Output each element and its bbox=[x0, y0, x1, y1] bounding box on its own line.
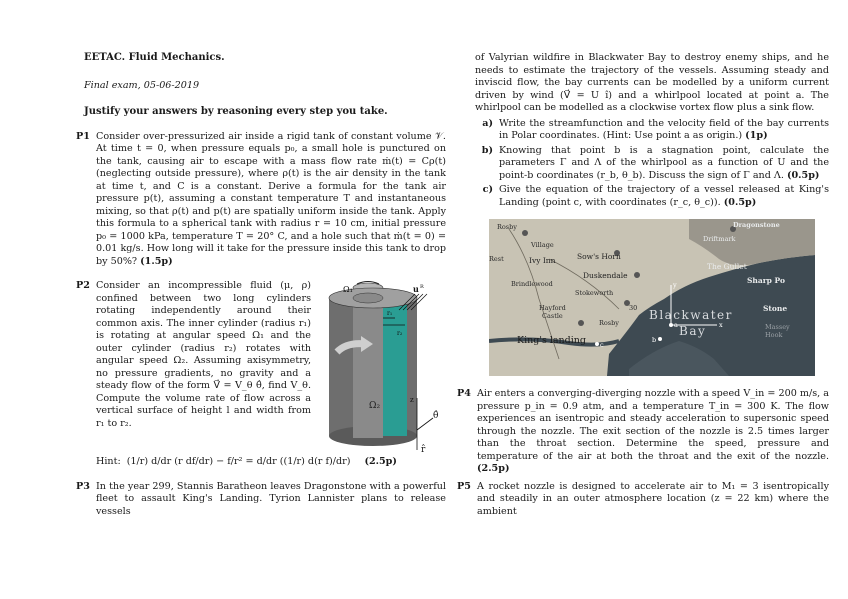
left-column bbox=[76, 52, 446, 518]
problem-number: P2 bbox=[76, 280, 90, 291]
cylinders-diagram bbox=[317, 280, 447, 455]
label-bay: Bay bbox=[679, 324, 707, 338]
hint-line bbox=[96, 456, 447, 469]
theta-label: θ̂ bbox=[433, 411, 439, 421]
problem-3-item-b bbox=[475, 145, 829, 183]
problem-points: (2.5p) bbox=[477, 463, 510, 474]
label-point-b: b bbox=[652, 336, 657, 344]
problem-text: In the year 299, Stannis Baratheon leaves Dragonstone with a powerful fleet to assault King's Landing. Tyrion Lannister plans to release vessels bbox=[96, 480, 446, 517]
castle-icon bbox=[522, 230, 528, 236]
problem-3-item-c bbox=[475, 184, 829, 209]
problem-number: P5 bbox=[457, 480, 471, 492]
exam-instructions: Justify your answers by reasoning every step you take. bbox=[84, 106, 388, 117]
problem-text: Consider an incompressible fluid (μ, ρ) confined between two long cylinders rotating independently around their common axis. The inner cylinder (radius r₁) is rotating at angular speed Ω₁ and the outer cylinder (radius r₂) rotates with angular speed Ω₂. Assuming axisymmetry, no pressure gradients, no gravity and a steady flow of the form V⃗ = V_θ θ̂, find V_θ. Compute the volume rate of flow across a vertical surface of height l and width from r₁ to r₂. bbox=[96, 280, 311, 429]
item-points: (0.5p) bbox=[786, 169, 820, 181]
label-point-a: a bbox=[674, 321, 678, 329]
r-hat-label: r̂ bbox=[421, 445, 426, 455]
point-b-marker bbox=[658, 337, 662, 341]
problem-number: P1 bbox=[76, 130, 90, 142]
label-rosby-north: Rosby bbox=[497, 223, 517, 231]
point-a-marker bbox=[669, 323, 673, 327]
label-stokeworth: Stokeworth bbox=[575, 289, 614, 297]
label-blackwater: Blackwater bbox=[649, 308, 733, 322]
item-points: (0.5p) bbox=[723, 196, 757, 208]
problem-number: P3 bbox=[76, 480, 90, 492]
label-point-c: c bbox=[600, 341, 604, 349]
item-letter: c) bbox=[482, 184, 493, 195]
blackwater-bay-map bbox=[489, 219, 815, 376]
label-brindlewood: Brindlewood bbox=[511, 280, 553, 288]
castle-icon bbox=[634, 272, 640, 278]
right-column bbox=[457, 52, 829, 518]
inner-cylinder bbox=[353, 288, 383, 438]
label-rest: Rest bbox=[489, 255, 504, 263]
label-massey-hook: Massey Hook bbox=[765, 323, 790, 339]
omega2-label: Ω₂ bbox=[369, 401, 381, 411]
item-letter: a) bbox=[482, 117, 493, 129]
label-kings-landing: King's landing bbox=[517, 335, 586, 346]
hint-label: Hint: bbox=[96, 456, 121, 467]
omega1-label: Ω₁ bbox=[343, 285, 353, 294]
item-points: (1p) bbox=[745, 130, 768, 141]
problem-text: Consider over-pressurized air inside a rigid tank of constant volume 𝒱. At time t = 0, when pressure equals p₀, a small hole is punctured on the tank, causing air to escape with a mass flow rate ṁ(t) = Cρ(t) (neglecting outside pressure), where ρ(t) is the air density in the tank at time t, and C is a constant. Derive a formula for the tank air pressure p(t), assuming a constant temperature T and instantaneous mixing, so that ρ(t) and p(t) are spatially uniform inside the tank. Apply this formula to a spherical tank with radius r = 10 cm, initial pressure p₀ = 1000 kPa, temperature T = 20° C, and a hole such that ṁ(t = 0) = 0.01 kg/s. How long will it take for the pressure inside this tank to drop by 50%? bbox=[96, 130, 446, 267]
problem-3-item-a bbox=[475, 118, 829, 143]
label-hayford-castle: Hayford Castle bbox=[539, 304, 566, 320]
label-sharp-point: Sharp Po bbox=[747, 276, 785, 285]
label-duskendale: Duskendale bbox=[583, 271, 628, 280]
velocity-superscript: R bbox=[420, 284, 424, 290]
fluid-section bbox=[379, 298, 407, 436]
point-c-marker bbox=[595, 342, 599, 346]
theta-axis bbox=[417, 418, 433, 430]
problem-3-continued: of Valyrian wildfire in Blackwater Bay to destroy enemy ships, and he needs to estimate the trajectory of the vessels. Assuming steady and inviscid flow, the bay currents can be modelled by a uniform current driven by wind (V⃗ = U î) and a whirlpool located at point a. The whirlpool can be modelled as a clockwise vortex flow plus a sink flow. bbox=[475, 52, 829, 113]
label-sows-horn: Sow's Horn bbox=[577, 252, 621, 261]
problem-number: P4 bbox=[457, 388, 471, 399]
problem-5 bbox=[457, 481, 829, 519]
problem-3 bbox=[76, 481, 446, 519]
problem-points: (2.5p) bbox=[364, 456, 397, 467]
item-text: Give the equation of the trajectory of a vessel released at King's Landing (point c, with coordinates (r_c, θ_c)). bbox=[499, 184, 829, 208]
velocity-label: u bbox=[413, 284, 419, 294]
castle-icon bbox=[578, 320, 584, 326]
exam-date: Final exam, 05-06-2019 bbox=[84, 79, 200, 91]
label-stonedance: Stone bbox=[763, 304, 788, 313]
item-text: Knowing that point b is a stagnation point, calculate the parameters Γ and Λ of the whirlpool as a function of U and the point-b coordinates (r_b, θ_b). Discuss the sign of Γ and Λ. bbox=[499, 144, 829, 181]
hint-equation: (1/r) d/dr (r df/dr) − f/r² = d/dr ((1/r) d(r f)/dr) bbox=[126, 456, 351, 467]
label-rosby: Rosby bbox=[599, 319, 619, 327]
problem-3-items bbox=[457, 118, 829, 210]
problem-1 bbox=[76, 131, 446, 269]
label-driftmark: Driftmark bbox=[703, 235, 736, 243]
label-ivy-inn: Ivy Inn bbox=[529, 256, 556, 265]
label-the-gullet: The Gullet bbox=[707, 262, 747, 271]
r1-label: r₁ bbox=[387, 310, 393, 317]
problem-text: A rocket nozzle is designed to accelerate air to M₁ = 3 isentropically and steadily in an outer atmosphere location (z = 22 km) where the ambient bbox=[477, 480, 829, 517]
exam-title: EETAC. Fluid Mechanics. bbox=[84, 52, 225, 63]
z-label: z bbox=[410, 396, 414, 404]
item-letter: b) bbox=[481, 144, 493, 156]
label-village: Village bbox=[531, 241, 554, 249]
problem-2 bbox=[76, 280, 446, 469]
label-dragonstone: Dragonstone bbox=[733, 221, 780, 229]
r2-label: r₂ bbox=[397, 330, 403, 337]
label-x-axis: x bbox=[719, 321, 723, 329]
problem-text: Air enters a converging-diverging nozzle with a speed V_in = 200 m/s, a pressure p_in = 0.9 atm, and a temperature T_in = 300 K. The flow experiences an isentropic and steady acceleration to supersonic speed through the nozzle. The exit section of the nozzle is 2.5 times larger than the throat section. Determine the speed, pressure and temperature of the air at both the throat and the exit of the nozzle. bbox=[477, 388, 829, 462]
problem-points: (1.5p) bbox=[140, 255, 173, 267]
rotating-cylinders-figure bbox=[317, 280, 447, 455]
item-text: Write the streamfunction and the velocity field of the bay currents in Polar coordinates. (Hint: Use point a as origin.) bbox=[499, 117, 829, 141]
label-y-axis: y bbox=[673, 281, 677, 289]
label-30: 30 bbox=[629, 304, 638, 312]
problem-4 bbox=[457, 388, 829, 476]
